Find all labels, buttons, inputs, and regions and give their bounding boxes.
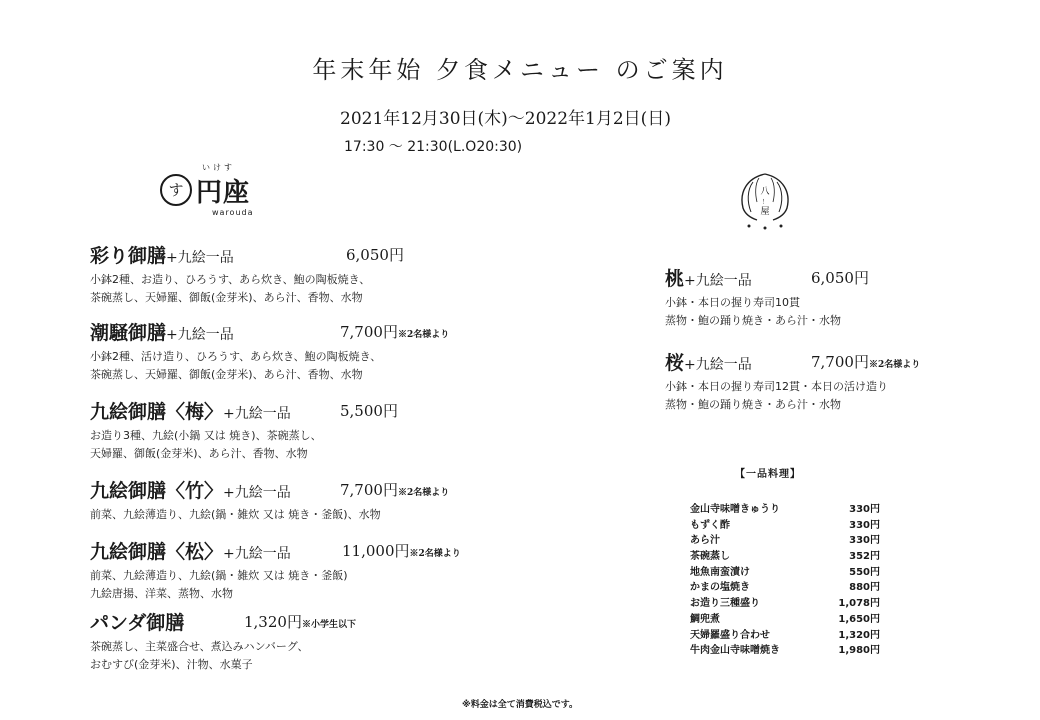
- list-item: [690, 518, 880, 534]
- menu-item-suffix: +九絵一品: [223, 406, 291, 422]
- menu-item-name: 潮騒御膳: [90, 322, 167, 344]
- warouda-logo: [160, 163, 280, 218]
- menu-item-price: 6,050円: [811, 269, 869, 287]
- a-la-carte-list: [690, 502, 880, 659]
- menu-item-name: 彩り御膳: [90, 245, 167, 267]
- menu-item-suffix: +九絵一品: [684, 357, 752, 373]
- list-item: [690, 596, 880, 612]
- list-item-price: 1,980円: [838, 645, 880, 657]
- menu-item-price: 7,700円※2名様より: [340, 481, 450, 499]
- logo-ruby-text: いけす: [202, 163, 235, 172]
- menu-item-name: 九絵御膳〈松〉: [90, 541, 224, 563]
- menu-item: [90, 608, 356, 674]
- opening-hours: 17:30 〜 21:30(L.O20:30): [344, 139, 523, 155]
- menu-item-price: 1,320円※小学生以下: [244, 613, 356, 631]
- list-item-name: 地魚南蛮漬け: [690, 566, 750, 578]
- list-item: [690, 565, 880, 581]
- menu-item-description: 小鉢・本日の握り寿司10貫 蒸物・鮑の踊り焼き・あら汁・水物: [665, 296, 841, 327]
- list-item: [690, 628, 880, 644]
- menu-item-name: 桜: [665, 352, 685, 374]
- menu-item-description: 小鉢2種、お造り、ひろうす、あら炊き、鮑の陶板焼き、 茶碗蒸し、天婦羅、御飯(金芽米)、あら汁、香物、水物: [90, 273, 371, 304]
- menu-item-description: お造り3種、九絵(小鍋 又は 焼き)、茶碗蒸し、 天婦羅、御飯(金芽米)、あら汁、香物、水物: [90, 429, 322, 460]
- list-item-name: 牛肉金山寺味噌焼き: [690, 645, 780, 657]
- list-item-price: 550円: [849, 566, 880, 578]
- menu-item-suffix: +九絵一品: [166, 250, 234, 266]
- list-item-name: 鯛兜煮: [690, 613, 720, 625]
- menu-item: [90, 537, 461, 603]
- list-item: [690, 549, 880, 565]
- list-item-name: あら汁: [690, 535, 720, 547]
- menu-item-description: 前菜、九絵薄造り、九絵(鍋・雑炊 又は 焼き・釜飯)、水物: [90, 508, 381, 521]
- menu-item: [90, 397, 398, 463]
- menu-item-price: 11,000円※2名様より: [342, 542, 461, 560]
- logo-sub-text: warouda: [212, 208, 254, 217]
- svg-text:屋: 屋: [760, 207, 770, 217]
- menu-item-name: 桃: [665, 268, 685, 290]
- logo-main-text: 円座: [196, 178, 251, 208]
- tax-note: ※料金は全て消費税込です。: [461, 700, 579, 710]
- menu-item-suffix: +九絵一品: [223, 485, 291, 501]
- list-item: [690, 643, 880, 659]
- menu-item-suffix: +九絵一品: [684, 273, 752, 289]
- page-title: 年末年始 夕食メニュー のご案内: [312, 56, 728, 84]
- menu-item-name: 九絵御膳〈梅〉: [90, 401, 224, 423]
- list-item-name: かまの塩焼き: [690, 582, 750, 594]
- list-item-price: 1,320円: [838, 629, 880, 641]
- svg-text:！: ！: [761, 199, 769, 206]
- menu-item-price: 5,500円: [340, 402, 398, 420]
- list-item-price: 330円: [849, 519, 880, 531]
- list-item-name: 茶碗蒸し: [690, 551, 730, 563]
- logo-ring-icon: す: [160, 174, 192, 206]
- menu-item-price: 6,050円: [346, 246, 404, 264]
- menu-item: [90, 241, 404, 307]
- menu-item-name: 九絵御膳〈竹〉: [90, 480, 224, 502]
- menu-item-suffix: +九絵一品: [223, 546, 291, 562]
- menu-item-price: 7,700円※2名様より: [340, 323, 450, 341]
- list-item-name: 天婦羅盛り合わせ: [690, 629, 770, 641]
- menu-item-suffix: +九絵一品: [166, 327, 234, 343]
- menu-item: [665, 348, 921, 414]
- list-item: [690, 580, 880, 596]
- a-la-carte-title: 【一品料理】: [735, 469, 801, 480]
- list-item-price: 330円: [849, 535, 880, 547]
- menu-item: [90, 476, 450, 524]
- list-item-price: 352円: [849, 551, 880, 563]
- menu-item-description: 小鉢2種、活け造り、ひろうす、あら炊き、鮑の陶板焼き、 茶碗蒸し、天婦羅、御飯(金芽米)、あら汁、香物、水物: [90, 350, 382, 381]
- list-item-price: 1,078円: [838, 598, 880, 610]
- list-item: [690, 612, 880, 628]
- menu-item-description: 小鉢・本日の握り寿司12貫・本日の活け造り 蒸物・鮑の踊り焼き・あら汁・水物: [665, 380, 888, 411]
- list-item: [690, 502, 880, 518]
- list-item-name: お造り三種盛り: [690, 598, 760, 610]
- menu-item: [90, 318, 450, 384]
- svg-text:八: 八: [760, 187, 770, 197]
- list-item-price: 1,650円: [838, 613, 880, 625]
- list-item-name: 金山寺味噌きゅうり: [690, 504, 780, 515]
- list-item-name: もずく酢: [690, 519, 730, 531]
- list-item: [690, 533, 880, 549]
- menu-item: [665, 264, 869, 330]
- menu-item-description: 前菜、九絵薄造り、九絵(鍋・雑炊 又は 焼き・釜飯) 九絵唐揚、洋菜、蒸物、水物: [90, 569, 348, 600]
- menu-item-description: 茶碗蒸し、主菜盛合せ、煮込みハンバーグ、 おむすび(金芽米)、汁物、水菓子: [90, 640, 309, 671]
- list-item-price: 330円: [849, 504, 880, 515]
- event-dates: 2021年12月30日(木)〜2022年1月2日(日): [340, 109, 671, 129]
- menu-item-name: パンダ御膳: [90, 612, 185, 634]
- list-item-price: 880円: [849, 582, 880, 594]
- menu-item-price: 7,700円※2名様より: [811, 353, 921, 371]
- hachiya-crest-icon: [733, 168, 797, 232]
